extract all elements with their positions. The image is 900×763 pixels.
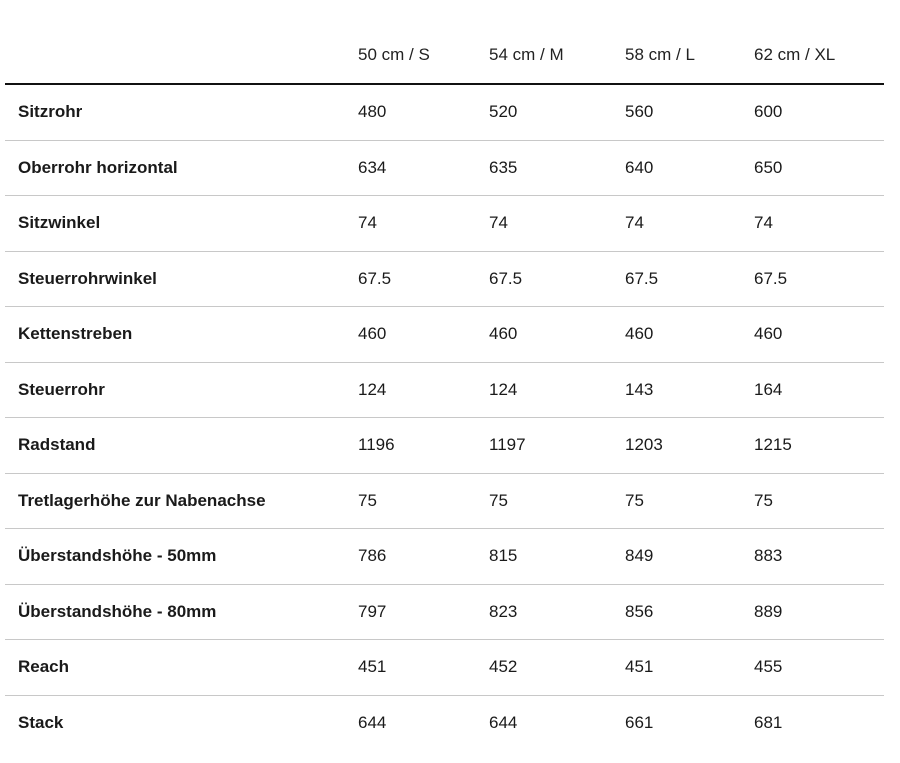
cell-value: 124 [489, 379, 518, 399]
cell-value: 661 [625, 713, 654, 733]
row-label: Überstandshöhe - 50mm [18, 546, 217, 566]
table-header-row [5, 0, 884, 85]
cell-value: 75 [625, 490, 644, 510]
cell-value: 560 [625, 102, 654, 122]
cell-value: 786 [358, 546, 387, 566]
cell-value: 883 [754, 546, 783, 566]
table-row [5, 696, 884, 752]
row-label: Tretlagerhöhe zur Nabenachse [18, 490, 266, 510]
cell-value: 164 [754, 379, 783, 399]
cell-value: 74 [754, 213, 773, 233]
cell-value: 849 [625, 546, 654, 566]
table-row [5, 196, 884, 252]
cell-value: 1197 [489, 435, 526, 455]
cell-value: 124 [358, 379, 387, 399]
row-label: Sitzwinkel [18, 213, 101, 233]
column-header-size-s: 50 cm / S [358, 45, 430, 64]
cell-value: 455 [754, 657, 783, 677]
cell-value: 1215 [754, 435, 792, 455]
cell-value: 635 [489, 157, 518, 177]
column-header-size-m: 54 cm / M [489, 45, 564, 64]
cell-value: 600 [754, 102, 783, 122]
row-label: Reach [18, 657, 70, 677]
column-header-size-xl: 62 cm / XL [754, 45, 836, 64]
cell-value: 644 [489, 713, 518, 733]
cell-value: 460 [489, 324, 518, 344]
row-label: Steuerrohrwinkel [18, 268, 157, 288]
cell-value: 644 [358, 713, 387, 733]
row-label: Sitzrohr [18, 102, 83, 122]
cell-value: 75 [489, 490, 508, 510]
table-row [5, 307, 884, 363]
cell-value: 460 [358, 324, 387, 344]
cell-value: 889 [754, 601, 783, 621]
cell-value: 460 [625, 324, 654, 344]
cell-value: 451 [358, 657, 387, 677]
cell-value: 681 [754, 713, 783, 733]
cell-value: 67.5 [754, 268, 788, 288]
table-row [5, 252, 884, 308]
cell-value: 797 [358, 601, 387, 621]
row-label: Radstand [18, 435, 96, 455]
cell-value: 74 [489, 213, 508, 233]
cell-value: 823 [489, 601, 518, 621]
cell-value: 143 [625, 379, 654, 399]
row-label: Überstandshöhe - 80mm [18, 601, 217, 621]
row-label: Oberrohr horizontal [18, 157, 178, 177]
cell-value: 520 [489, 102, 518, 122]
cell-value: 460 [754, 324, 783, 344]
cell-value: 1196 [358, 435, 395, 455]
cell-value: 74 [358, 213, 377, 233]
row-label: Kettenstreben [18, 324, 133, 344]
cell-value: 452 [489, 657, 518, 677]
table-row [5, 363, 884, 419]
cell-value: 67.5 [625, 268, 659, 288]
cell-value: 67.5 [489, 268, 523, 288]
cell-value: 634 [358, 157, 387, 177]
table-row [5, 85, 884, 141]
cell-value: 1203 [625, 435, 663, 455]
table-row [5, 529, 884, 585]
table-row [5, 474, 884, 530]
cell-value: 67.5 [358, 268, 392, 288]
cell-value: 74 [625, 213, 644, 233]
table-row [5, 418, 884, 474]
cell-value: 451 [625, 657, 654, 677]
row-label: Steuerrohr [18, 379, 105, 399]
cell-value: 75 [358, 490, 377, 510]
cell-value: 75 [754, 490, 773, 510]
row-label: Stack [18, 713, 64, 733]
cell-value: 640 [625, 157, 654, 177]
cell-value: 650 [754, 157, 783, 177]
table-row [5, 585, 884, 641]
table-row [5, 141, 884, 197]
cell-value: 856 [625, 601, 654, 621]
cell-value: 480 [358, 102, 387, 122]
column-header-size-l: 58 cm / L [625, 45, 695, 64]
table-row [5, 640, 884, 696]
geometry-table [5, 0, 884, 751]
cell-value: 815 [489, 546, 518, 566]
